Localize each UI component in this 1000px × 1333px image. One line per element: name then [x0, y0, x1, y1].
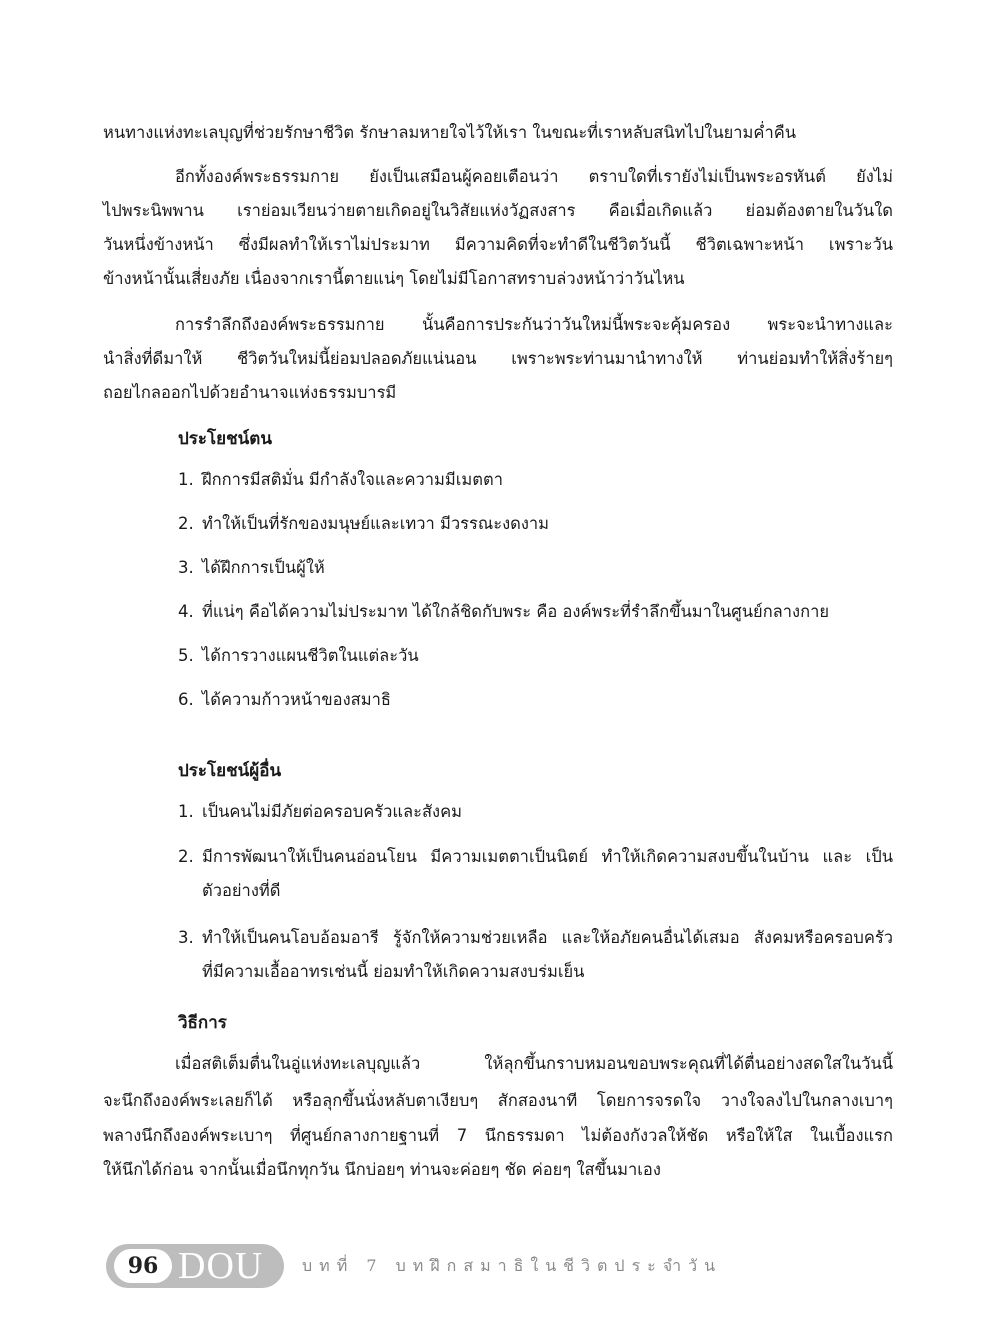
list-item	[178, 845, 893, 903]
list-item-text: เป็นคนไม่มีภัยต่อครอบครัวและสังคม	[202, 802, 463, 821]
list-item-text: ที่มีความเอื้ออาทรเช่นนี้ ย่อมทำให้เกิดความสงบร่มเย็น	[202, 962, 585, 981]
list-item-number: 3.	[178, 558, 194, 577]
section-heading-method: วิธีการ	[178, 1013, 227, 1033]
paragraph-line: ถอยไกลออกไปด้วยอำนาจแห่งธรรมบารมี	[103, 383, 397, 402]
paragraph-line: เมื่อสติเต็มตื่นในอู่แห่งทะเลบุญแล้ว ให้ลุกขึ้นกราบหมอนขอบพระคุณที่ได้ตื่นอย่างสดใสในวันนี้	[175, 1054, 893, 1073]
paragraph-line: หนทางแห่งทะเลบุญที่ช่วยรักษาชีวิต รักษาลมหายใจไว้ให้เรา ในขณะที่เราหลับสนิทไปในยามค่ำคืน	[103, 123, 797, 142]
paragraph-line: อีกทั้งองค์พระธรรมกาย ยังเป็นเสมือนผู้คอยเตือนว่า ตราบใดที่เรายังไม่เป็นพระอรหันต์ ยังไม่	[175, 167, 893, 186]
list-item	[178, 644, 419, 668]
list-item-text: ฝึกการมีสติมั่น มีกำลังใจและความมีเมตตา	[202, 470, 504, 489]
page-number: 96	[114, 1249, 172, 1283]
paragraph-line: นำสิ่งที่ดีมาให้ ชีวิตวันใหม่นี้ย่อมปลอดภัยแน่นอน เพราะพระท่านมานำทางให้ ท่านย่อมทำให้สิ่งร้ายๆ	[103, 349, 893, 368]
list-item-number: 1.	[178, 802, 194, 821]
paragraph-line: ข้างหน้านั้นเสี่ยงภัย เนื่องจากเรานี้ตายแน่ๆ โดยไม่มีโอกาสทราบล่วงหน้าว่าวันไหน	[103, 269, 685, 288]
list-item-text: ทำให้เป็นคนโอบอ้อมอารี รู้จักให้ความช่วยเหลือ และให้อภัยคนอื่นได้เสมอ สังคมหรือครอบครัว	[202, 928, 893, 947]
list-item-text: ได้การวางแผนชีวิตในแต่ละวัน	[202, 646, 419, 665]
list-item-number: 5.	[178, 646, 194, 665]
list-item-text: ได้ฝึกการเป็นผู้ให้	[202, 558, 325, 577]
list-item-number: 4.	[178, 602, 194, 621]
list-item-text: ได้ความก้าวหน้าของสมาธิ	[202, 690, 391, 709]
list-item	[178, 926, 893, 984]
list-item-number: 1.	[178, 470, 194, 489]
list-item	[178, 512, 549, 536]
chapter-title: บทที่ 7 บทฝึกสมาธิในชีวิตประจำวัน	[302, 1256, 723, 1275]
paragraph-line: ให้นึกได้ก่อน จากนั้นเมื่อนึกทุกวัน นึกบ่อยๆ ท่านจะค่อยๆ ชัด ค่อยๆ ใสขึ้นมาเอง	[103, 1160, 661, 1179]
list-item-number: 6.	[178, 690, 194, 709]
list-item-text: ทำให้เป็นที่รักของมนุษย์และเทวา มีวรรณะงดงาม	[202, 514, 550, 533]
paragraph-line: ไปพระนิพพาน เราย่อมเวียนว่ายตายเกิดอยู่ในวิสัยแห่งวัฏสงสาร คือเมื่อเกิดแล้ว ย่อมต้องตายในวันใด	[103, 201, 893, 220]
footer-badge	[106, 1244, 284, 1288]
section-heading-others-benefit: ประโยชน์ผู้อื่น	[178, 761, 282, 781]
list-item-number: 2.	[178, 847, 194, 866]
list-item	[178, 556, 325, 580]
list-item	[178, 688, 391, 712]
list-item-number: 3.	[178, 928, 194, 947]
paragraph-line: พลางนึกถึงองค์พระเบาๆ ที่ศูนย์กลางกายฐานที่ 7 นึกธรรมดา ไม่ต้องกังวลให้ชัด หรือให้ใส ในเบื้องแรก	[103, 1126, 893, 1145]
list-item	[178, 800, 893, 824]
list-item-text: ตัวอย่างที่ดี	[202, 881, 281, 900]
section-heading-self-benefit: ประโยชน์ตน	[178, 429, 272, 449]
paragraph-line: จะนึกถึงองค์พระเลยก็ได้ หรือลุกขึ้นนั่งหลับตาเงียบๆ สักสองนาที โดยการจรดใจ วางใจลงไปในกลางเบาๆ	[103, 1091, 893, 1110]
paragraph-line: การรำลึกถึงองค์พระธรรมกาย นั้นคือการประกันว่าวันใหม่นี้พระจะคุ้มครอง พระจะนำทางและ	[175, 315, 893, 334]
list-item	[178, 600, 829, 624]
page-footer	[106, 1244, 906, 1288]
paragraph-line: วันหนึ่งข้างหน้า ซึ่งมีผลทำให้เราไม่ประมาท มีความคิดที่จะทำดีในชีวิตวันนี้ ชีวิตเฉพาะหน้า เพราะวัน	[103, 235, 893, 254]
list-item-text: ที่แน่ๆ คือได้ความไม่ประมาท ได้ใกล้ชิดกับพระ คือ องค์พระที่รำลึกขึ้นมาในศูนย์กลางกาย	[202, 602, 830, 621]
list-item-number: 2.	[178, 514, 194, 533]
list-item-text: มีการพัฒนาให้เป็นคนอ่อนโยน มีความเมตตาเป็นนิตย์ ทำให้เกิดความสงบขึ้นในบ้าน และ เป็น	[202, 847, 893, 866]
dou-logo: DOU	[178, 1245, 264, 1287]
list-item	[178, 468, 503, 492]
